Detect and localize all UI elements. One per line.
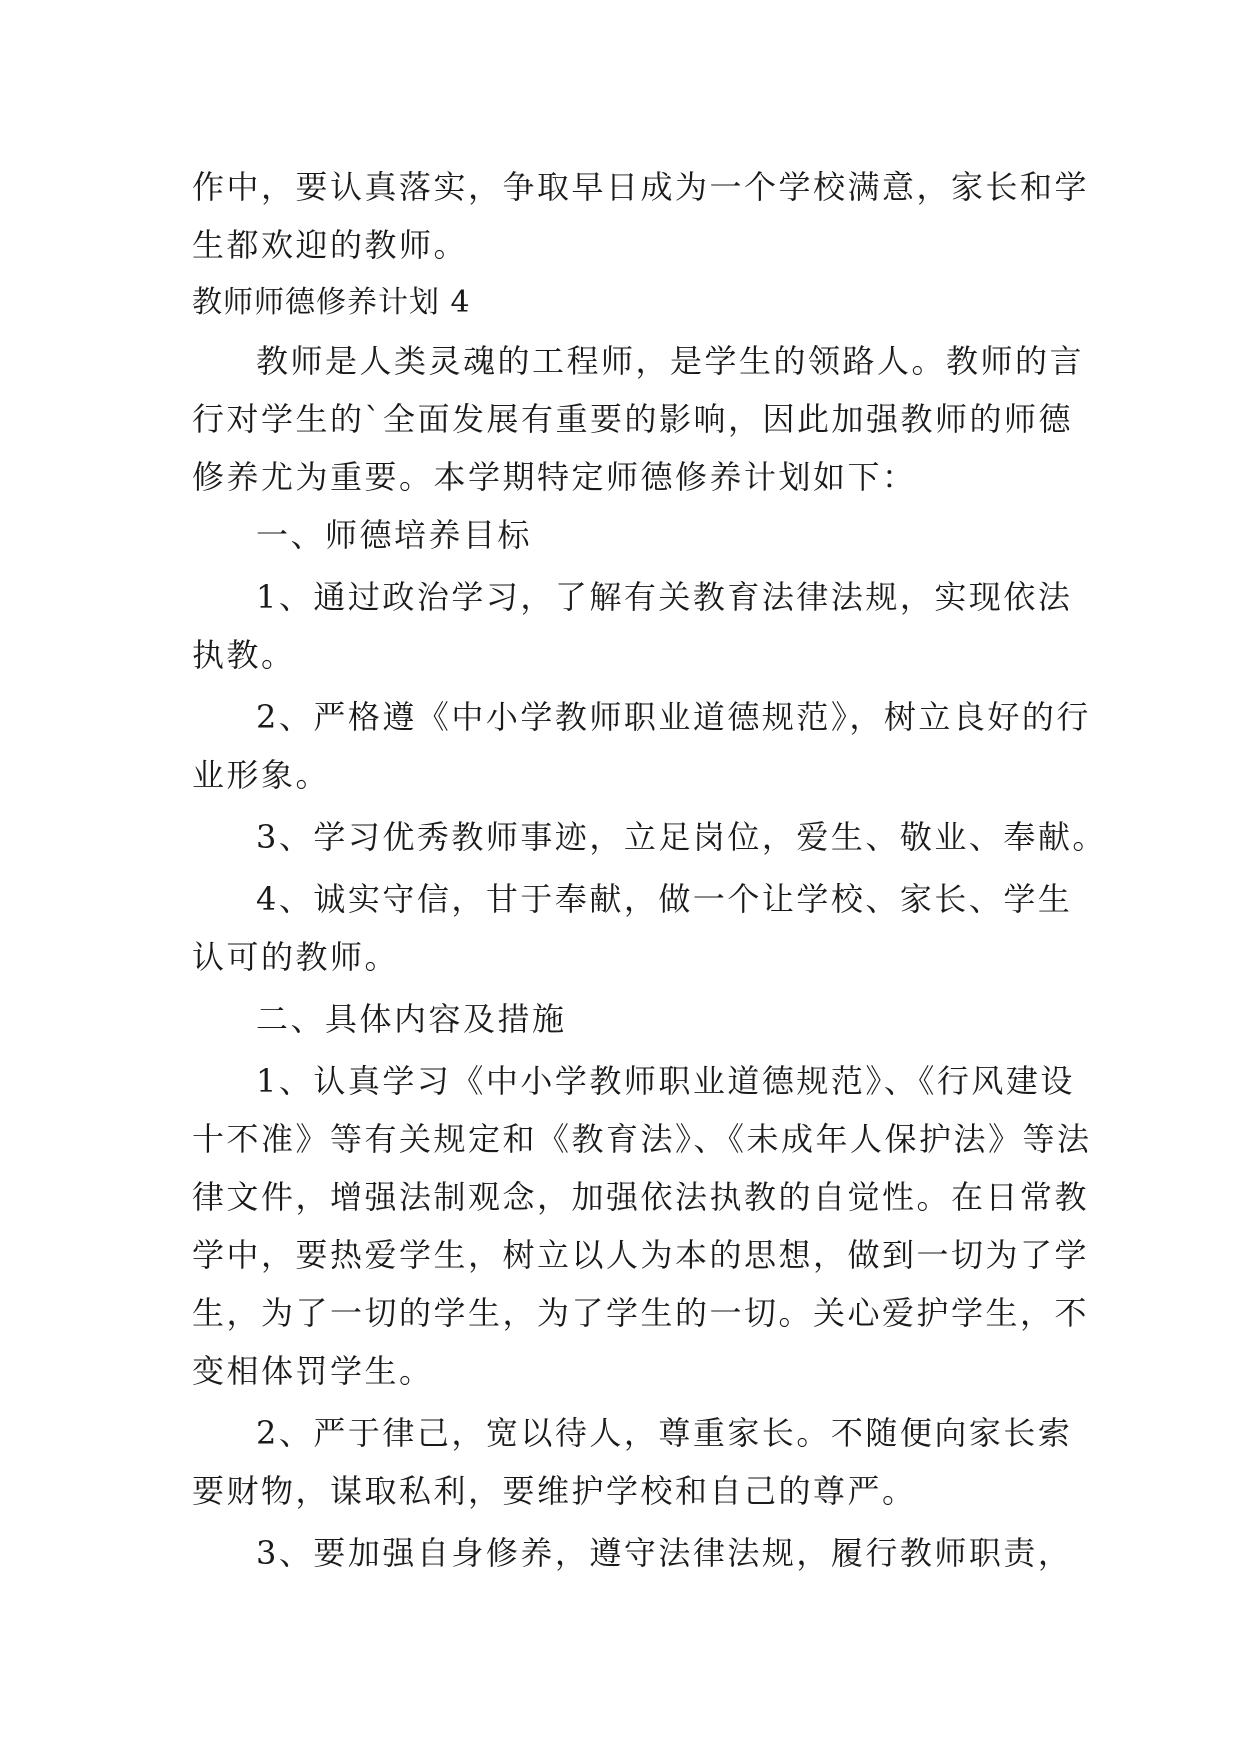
text-line: 要财物，谋取私利，要维护学校和自己的尊严。	[192, 1472, 917, 1510]
text-line: 生都欢迎的教师。	[192, 226, 469, 264]
section-title: 教师师德修养计划 4	[192, 285, 471, 320]
list-item: 4、诚实守信，甘于奉献，做一个让学校、家长、学生	[256, 880, 1073, 918]
text-line: 律文件，增强法制观念，加强依法执教的自觉性。在日常教	[192, 1178, 1090, 1216]
text-line: 修养尤为重要。本学期特定师德修养计划如下：	[192, 458, 917, 496]
paragraph-start: 教师是人类灵魂的工程师，是学生的领路人。教师的言	[256, 342, 1085, 380]
list-item: 2、严格遵《中小学教师职业道德规范》，树立良好的行	[256, 698, 1091, 736]
subheading: 二、具体内容及措施	[256, 1000, 567, 1038]
text-line: 行对学生的`全面发展有重要的影响，因此加强教师的师德	[192, 400, 1074, 438]
subheading: 一、师德培养目标	[256, 516, 533, 554]
text-line: 执教。	[192, 636, 296, 674]
text-line: 业形象。	[192, 756, 331, 794]
text-line: 变相体罚学生。	[192, 1352, 434, 1390]
text-line: 学中，要热爱学生，树立以人为本的思想，做到一切为了学	[192, 1236, 1090, 1274]
list-item: 2、严于律己，宽以待人，尊重家长。不随便向家长索	[256, 1414, 1073, 1452]
text-line: 作中，要认真落实，争取早日成为一个学校满意，家长和学	[192, 168, 1090, 206]
document-body	[192, 158, 1107, 1582]
list-item: 1、认真学习《中小学教师职业道德规范》、《行风建设	[256, 1062, 1075, 1100]
list-item: 3、学习优秀教师事迹，立足岗位，爱生、敬业、奉献。	[256, 818, 1107, 856]
text-line: 十不准》等有关规定和《教育法》、《未成年人保护法》等法	[192, 1120, 1092, 1158]
text-line: 生，为了一切的学生，为了学生的一切。关心爱护学生，不	[192, 1294, 1090, 1332]
list-item: 3、要加强自身修养，遵守法律法规，履行教师职责，	[256, 1534, 1073, 1572]
list-item: 1、通过政治学习，了解有关教育法律法规，实现依法	[256, 578, 1073, 616]
text-line: 认可的教师。	[192, 938, 400, 976]
